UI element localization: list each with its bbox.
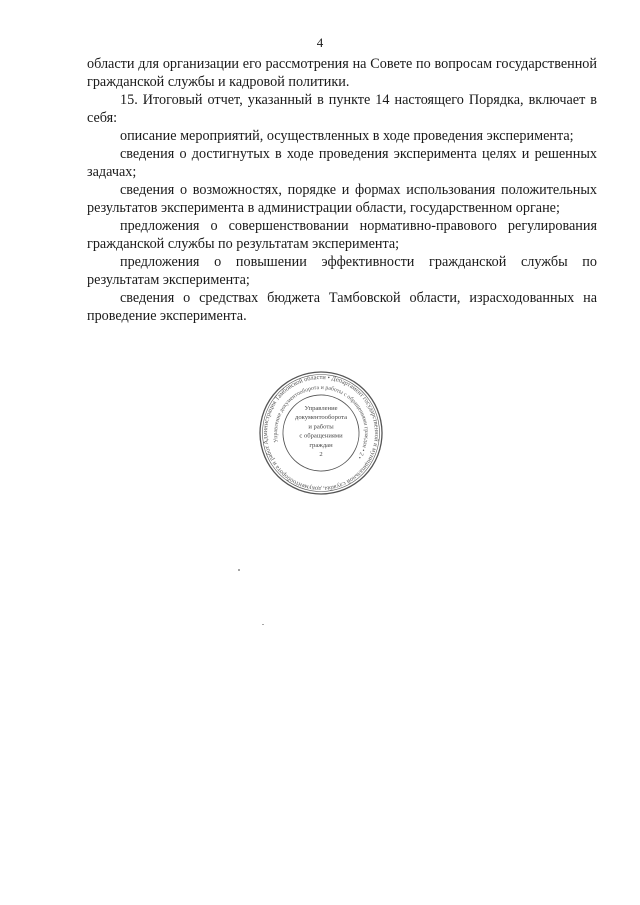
seal-center-line: граждан (309, 441, 333, 449)
seal-center-line: Управление (304, 405, 338, 412)
paragraph-7: сведения о средствах бюджета Тамбовской области, израсходованных на проведение эксперимента. (87, 290, 597, 324)
paragraph-3: сведения о достигнутых в ходе проведения эксперимента целях и решенных задачах; (87, 146, 597, 180)
seal-center-line: и работы (308, 423, 334, 431)
seal-center-line: 2 (319, 451, 323, 458)
seal-center-line: с обращениями (299, 432, 343, 440)
seal-outer-text: Администрация Тамбовской области • Департамент государственной и муниципальной службы, документооборота и работы (261, 373, 381, 493)
paragraph-4: сведения о возможностях, порядке и формах использования положительных результатов эксперимента в администрации области, государственном органе; (87, 182, 597, 216)
paragraph-5: предложения о совершенствовании нормативно-правового регулирования гражданской службы по результатам эксперимента; (87, 218, 597, 252)
seal-graphic (258, 370, 384, 496)
official-seal (258, 370, 384, 496)
seal-inner-text: Управление документооборота и работы с обращениями граждан • 2 • (272, 384, 370, 460)
paragraph-1: 15. Итоговый отчет, указанный в пункте 14 настоящего Порядка, включает в себя: (87, 92, 597, 126)
document-body (87, 55, 597, 325)
paragraph-2: описание мероприятий, осуществленных в ходе проведения эксперимента; (120, 128, 574, 144)
paragraph-6: предложения о повышении эффективности гражданской службы по результатам эксперимента; (87, 254, 597, 288)
seal-center-line: документооборота (294, 414, 348, 422)
paragraph-0: области для организации его рассмотрения на Совете по вопросам государственной гражданской службы и кадровой политики. (87, 56, 597, 90)
scan-speck (262, 624, 264, 625)
scan-speck (238, 569, 240, 571)
seal-center-text (295, 405, 347, 458)
page-number: 4 (316, 35, 324, 50)
